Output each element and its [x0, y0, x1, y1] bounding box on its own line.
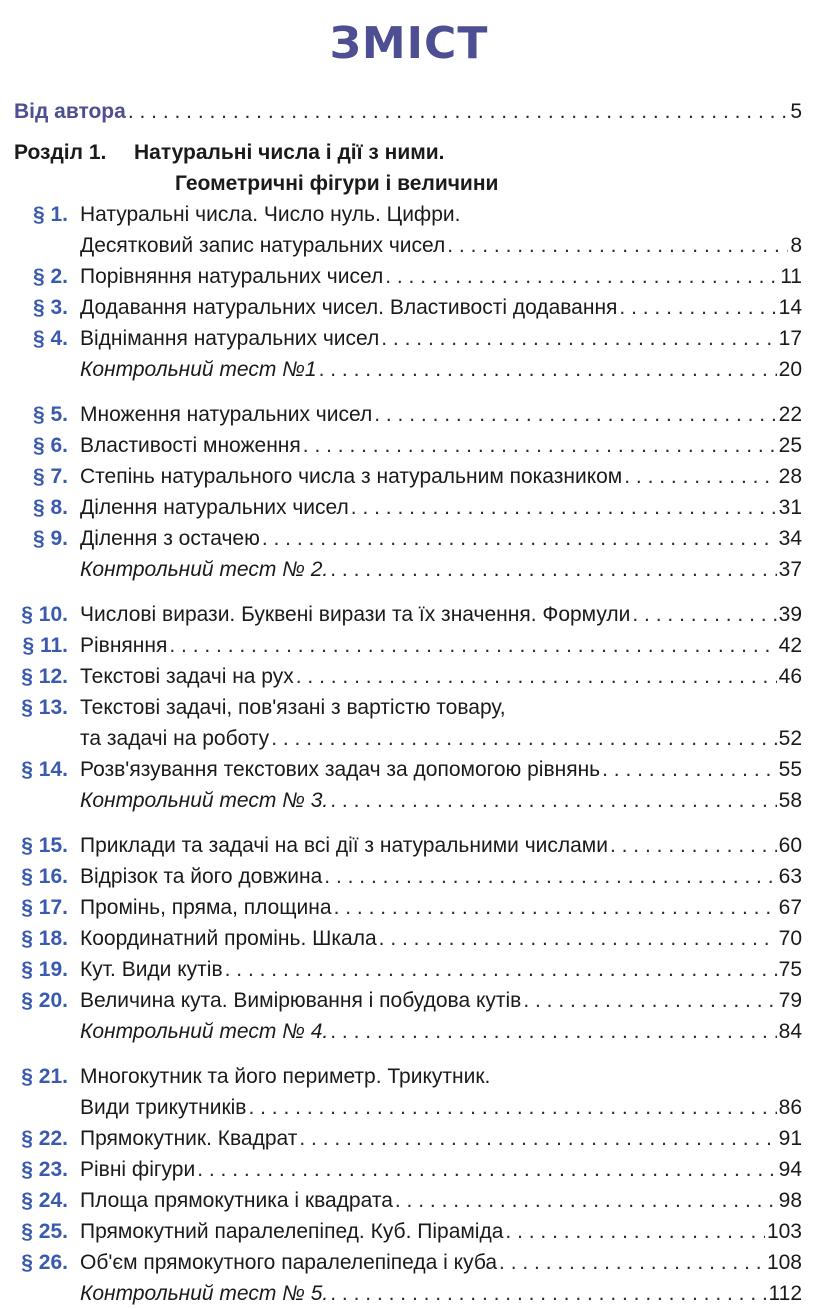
leader-dots: [381, 323, 776, 354]
toc-entry-title: Контрольний тест № 3.: [80, 789, 329, 812]
leader-dots: [505, 1216, 765, 1247]
toc-entry-continuation[interactable]: [0, 1092, 818, 1123]
toc-entry-title: Множення натуральних чисел: [80, 403, 373, 426]
leader-dots: [303, 430, 777, 461]
toc-entry-title: Натуральні числа. Число нуль. Цифри.: [80, 203, 461, 226]
section-number: § 3.: [32, 296, 68, 319]
toc-page-number: 55: [778, 758, 802, 781]
toc-entry[interactable]: [0, 985, 818, 1016]
leader-dots: [330, 1016, 776, 1047]
toc-entry-title: Віднімання натуральних чисел: [80, 327, 380, 350]
section-title-line2: Геометричні фігури і величини: [175, 172, 499, 195]
section-number: § 9.: [32, 527, 68, 550]
leader-dots: [319, 354, 777, 385]
toc-entry[interactable]: [0, 199, 818, 230]
toc-page-number: 75: [778, 958, 802, 981]
section-number: § 21.: [21, 1065, 68, 1088]
section-heading: [0, 137, 818, 199]
toc-page-number: 25: [778, 434, 802, 457]
toc-entry-title: Координатний промінь. Шкала: [80, 927, 377, 950]
leader-dots: [395, 1185, 777, 1216]
toc-entry-title: Площа прямокутника і квадрата: [80, 1189, 393, 1212]
toc-entry-title: Числові вирази. Буквені вирази та їх значення. Формули: [80, 603, 631, 626]
leader-dots: [632, 599, 776, 630]
leader-dots: [225, 954, 777, 985]
toc-entry[interactable]: [0, 954, 818, 985]
toc-entry[interactable]: [0, 892, 818, 923]
toc-entry-author[interactable]: [0, 96, 818, 127]
leader-dots: [610, 830, 777, 861]
toc-entry-title: Контрольний тест № 5.: [80, 1282, 329, 1305]
toc-page-number: 94: [778, 1158, 802, 1181]
toc-page-number: 14: [778, 296, 802, 319]
toc-entry-title: Порівняння натуральних чисел: [80, 265, 384, 288]
toc-page-number: 34: [778, 527, 802, 550]
section-number: § 11.: [22, 634, 68, 657]
toc-entry-title: Ділення натуральних чисел: [80, 496, 349, 519]
leader-dots: [379, 923, 777, 954]
toc-page-number: 8: [790, 234, 802, 257]
toc-entry-title: Розв'язування текстових задач за допомогою рівнянь: [80, 758, 601, 781]
toc-entry[interactable]: [0, 661, 818, 692]
toc-entry-title: Текстові задачі, пов'язані з вартістю товару,: [80, 696, 506, 719]
table-of-contents: [0, 96, 818, 1309]
toc-entry-title: Степінь натурального числа з натуральним показником: [80, 465, 623, 488]
toc-entry[interactable]: [0, 754, 818, 785]
toc-entry[interactable]: [0, 461, 818, 492]
toc-page-number: 52: [778, 727, 802, 750]
section-number: § 25.: [21, 1220, 68, 1243]
toc-entry-title: Приклади та задачі на всі дії з натуральними числами: [80, 834, 608, 857]
section-number: § 16.: [21, 865, 68, 888]
toc-entry[interactable]: [0, 861, 818, 892]
section-number: § 20.: [21, 989, 68, 1012]
leader-dots: [128, 96, 788, 127]
section-number: § 18.: [21, 927, 68, 950]
toc-page-number: 79: [778, 989, 802, 1012]
section-number: § 14.: [21, 758, 68, 781]
toc-page-number: 42: [778, 634, 802, 657]
section-number: § 5.: [32, 403, 68, 426]
leader-dots: [447, 230, 788, 261]
toc-entry-title: Рівні фігури: [80, 1158, 196, 1181]
toc-page-number: 60: [778, 834, 802, 857]
toc-entry[interactable]: [0, 492, 818, 523]
toc-entry-title: Від автора: [14, 100, 126, 123]
toc-entry-title: Контрольний тест №1: [80, 358, 317, 381]
section-number: § 10.: [21, 603, 68, 626]
toc-entry-title: Відрізок та його довжина: [80, 865, 323, 888]
toc-entry-title: Величина кута. Вимірювання і побудова кутів: [80, 989, 522, 1012]
toc-entry[interactable]: [0, 923, 818, 954]
toc-entry-title: Рівняння: [80, 634, 168, 657]
toc-entry-continuation[interactable]: [0, 723, 818, 754]
leader-dots: [271, 723, 776, 754]
toc-entry-title: Властивості множення: [80, 434, 301, 457]
leader-dots: [334, 892, 777, 923]
toc-page-number: 31: [778, 496, 802, 519]
toc-page-number: 11: [780, 265, 802, 288]
toc-entry-title: Текстові задачі на рух: [80, 665, 294, 688]
section-number: § 17.: [21, 896, 68, 919]
section-title-line1: Натуральні числа і дії з ними.: [134, 141, 445, 164]
leader-dots: [351, 492, 777, 523]
toc-entry-title: Контрольний тест № 2.: [80, 558, 329, 581]
leader-dots: [248, 1092, 776, 1123]
section-number: § 19.: [21, 958, 68, 981]
toc-entry-title: Прямокутний паралелепіпед. Куб. Піраміда: [80, 1220, 504, 1243]
leader-dots: [330, 1278, 766, 1309]
section-number: § 7.: [32, 465, 68, 488]
toc-page-number: 39: [778, 603, 802, 626]
toc-page-number: 22: [778, 403, 802, 426]
section-number: § 8.: [32, 496, 68, 519]
toc-entry[interactable]: [0, 399, 818, 430]
toc-entry[interactable]: [0, 599, 818, 630]
toc-page-number: 86: [778, 1096, 802, 1119]
leader-dots: [330, 785, 776, 816]
leader-dots: [299, 1123, 776, 1154]
toc-entry-title: Додавання натуральних чисел. Властивості додавання: [80, 296, 618, 319]
toc-entry[interactable]: [0, 1123, 818, 1154]
toc-entry-test[interactable]: [0, 785, 818, 816]
toc-entry[interactable]: [0, 830, 818, 861]
section-number: § 6.: [32, 434, 68, 457]
toc-page-number: 17: [778, 327, 802, 350]
leader-dots: [262, 523, 777, 554]
section-number: § 12.: [21, 665, 68, 688]
toc-entry-title: Види трикутників: [80, 1096, 247, 1119]
toc-page-number: 70: [778, 927, 802, 950]
toc-entry[interactable]: [0, 1247, 818, 1278]
toc-page-number: 103: [766, 1220, 802, 1243]
toc-entry[interactable]: [0, 292, 818, 323]
section-number: § 1.: [32, 203, 68, 226]
toc-entry[interactable]: [0, 630, 818, 661]
toc-entry-title: Об'єм прямокутного паралелепіпеда і куба: [80, 1251, 498, 1274]
leader-dots: [296, 661, 777, 692]
toc-entry-test[interactable]: [0, 1278, 818, 1309]
toc-entry[interactable]: [0, 430, 818, 461]
page-title: ЗМІСТ: [329, 18, 489, 69]
leader-dots: [602, 754, 777, 785]
toc-entry[interactable]: [0, 1061, 818, 1092]
toc-page-number: 108: [766, 1251, 802, 1274]
toc-entry-title: Контрольний тест № 4.: [80, 1020, 329, 1043]
toc-page-number: 63: [778, 865, 802, 888]
section-number: § 22.: [21, 1127, 68, 1150]
toc-entry-title: та задачі на роботу: [80, 727, 270, 750]
leader-dots: [523, 985, 776, 1016]
toc-entry[interactable]: [0, 1185, 818, 1216]
toc-page-number: 67: [778, 896, 802, 919]
toc-entry[interactable]: [0, 523, 818, 554]
section-number: § 2.: [32, 265, 68, 288]
section-number: § 13.: [21, 696, 68, 719]
section-number: § 24.: [21, 1189, 68, 1212]
leader-dots: [619, 292, 776, 323]
section-number: § 15.: [21, 834, 68, 857]
toc-page-number: 112: [768, 1282, 802, 1305]
toc-page-number: 46: [778, 665, 802, 688]
toc-entry-test[interactable]: [0, 554, 818, 585]
toc-entry-title: Кут. Види кутів: [80, 958, 223, 981]
toc-entry[interactable]: [0, 1154, 818, 1185]
toc-entry[interactable]: [0, 323, 818, 354]
toc-entry-title: Ділення з остачею: [80, 527, 260, 550]
toc-page-number: 5: [790, 100, 802, 123]
leader-dots: [330, 554, 776, 585]
toc-entry-title: Прямокутник. Квадрат: [80, 1127, 298, 1150]
section-label: Розділ 1.: [14, 141, 107, 164]
toc-entry[interactable]: [0, 261, 818, 292]
leader-dots: [624, 461, 776, 492]
toc-page-number: 37: [778, 558, 802, 581]
toc-page-number: 98: [778, 1189, 802, 1212]
toc-page-number: 91: [778, 1127, 802, 1150]
toc-entries: [0, 199, 818, 1309]
leader-dots: [197, 1154, 776, 1185]
toc-entry-title: Многокутник та його периметр. Трикутник.: [80, 1065, 491, 1088]
toc-entry-test[interactable]: [0, 354, 818, 385]
toc-entry[interactable]: [0, 1216, 818, 1247]
toc-entry-test[interactable]: [0, 1016, 818, 1047]
leader-dots: [169, 630, 776, 661]
section-number: § 23.: [21, 1158, 68, 1181]
leader-dots: [374, 399, 776, 430]
toc-page-number: 84: [778, 1020, 802, 1043]
toc-page-number: 20: [778, 358, 802, 381]
toc-entry-continuation[interactable]: [0, 230, 818, 261]
toc-page-number: 58: [778, 789, 802, 812]
leader-dots: [499, 1247, 765, 1278]
section-number: § 4.: [32, 327, 68, 350]
leader-dots: [385, 261, 778, 292]
toc-entry-title: Промінь, пряма, площина: [80, 896, 332, 919]
section-number: § 26.: [21, 1251, 68, 1274]
leader-dots: [324, 861, 776, 892]
toc-entry[interactable]: [0, 692, 818, 723]
toc-entry-title: Десятковий запис натуральних чисел: [80, 234, 446, 257]
toc-page-number: 28: [778, 465, 802, 488]
